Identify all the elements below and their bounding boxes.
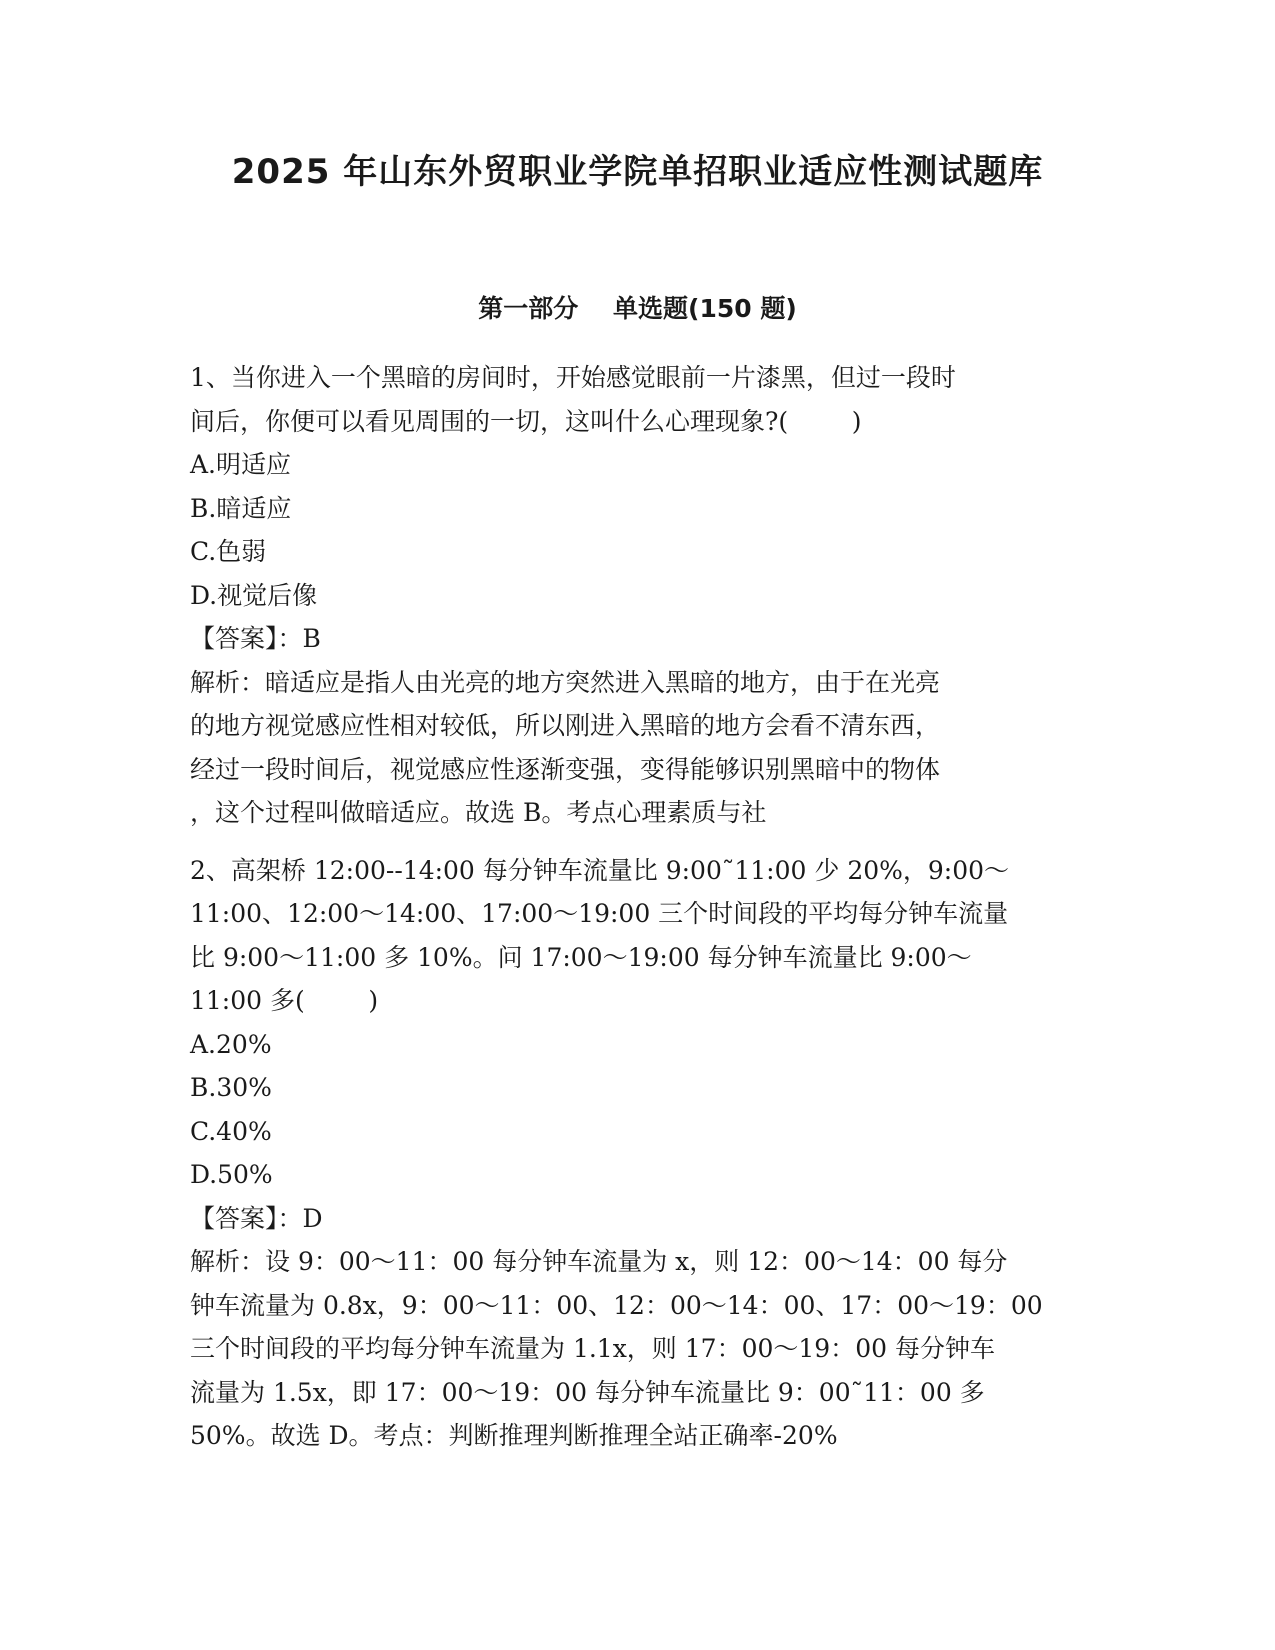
option-d: D.50% xyxy=(190,1160,273,1189)
analysis-line: 钟车流量为 0.8x，9：00～11：00、12：00～14：00、17：00～19：00 xyxy=(190,1290,1043,1320)
option-a: A.20% xyxy=(190,1029,272,1059)
analysis-line: 三个时间段的平均每分钟车流量为 1.1x，则 17：00～19：00 每分钟车 xyxy=(190,1334,995,1363)
question-1 xyxy=(190,356,1090,835)
analysis-line: 解析：设 9：00～11：00 每分钟车流量为 x，则 12：00～14：00 每分 xyxy=(190,1247,1008,1276)
option-a: A.明适应 xyxy=(190,450,292,479)
analysis-line: ，这个过程叫做暗适应。故选 B。考点心理素质与社 xyxy=(190,798,767,827)
question-stem-line: 1、当你进入一个黑暗的房间时，开始感觉眼前一片漆黑，但过一段时 xyxy=(190,363,956,392)
analysis-line: 的地方视觉感应性相对较低，所以刚进入黑暗的地方会看不清东西， xyxy=(190,711,941,740)
analysis-line: 50%。故选 D。考点：判断推理判断推理全站正确率-20% xyxy=(190,1421,838,1450)
option-c: C.色弱 xyxy=(190,537,267,566)
answer-line: 【答案】：B xyxy=(190,624,321,653)
section-heading: 第一部分 单选题(150 题) xyxy=(478,294,797,323)
answer-line: 【答案】：D xyxy=(190,1203,323,1233)
question-stem-line: 11:00 多( ) xyxy=(190,986,379,1015)
analysis-line: 解析：暗适应是指人由光亮的地方突然进入黑暗的地方，由于在光亮 xyxy=(190,667,941,697)
document-title: 2025 年山东外贸职业学院单招职业适应性测试题库 xyxy=(231,152,1044,192)
option-d: D.视觉后像 xyxy=(190,580,318,610)
question-stem-line: 11:00、12:00～14:00、17:00～19:00 三个时间段的平均每分钟车流量 xyxy=(190,899,1009,928)
analysis-line: 经过一段时间后，视觉感应性逐渐变强，变得能够识别黑暗中的物体 xyxy=(190,754,941,784)
question-stem-line: 间后，你便可以看见周围的一切，这叫什么心理现象?( ) xyxy=(190,406,862,436)
option-c: C.40% xyxy=(190,1116,272,1146)
option-b: B.30% xyxy=(190,1073,272,1102)
question-stem-line: 比 9:00～11:00 多 10%。问 17:00～19:00 每分钟车流量比 9:00～ xyxy=(190,942,972,972)
question-2 xyxy=(190,849,1090,1458)
analysis-line: 流量为 1.5x，即 17：00～19：00 每分钟车流量比 9：00˜11：00 多 xyxy=(190,1377,985,1407)
question-stem-line: 2、高架桥 12:00--14:00 每分钟车流量比 9:00˜11:00 少 20%，9:00～ xyxy=(190,855,1010,885)
option-b: B.暗适应 xyxy=(190,493,292,523)
question-list xyxy=(190,356,1090,1458)
